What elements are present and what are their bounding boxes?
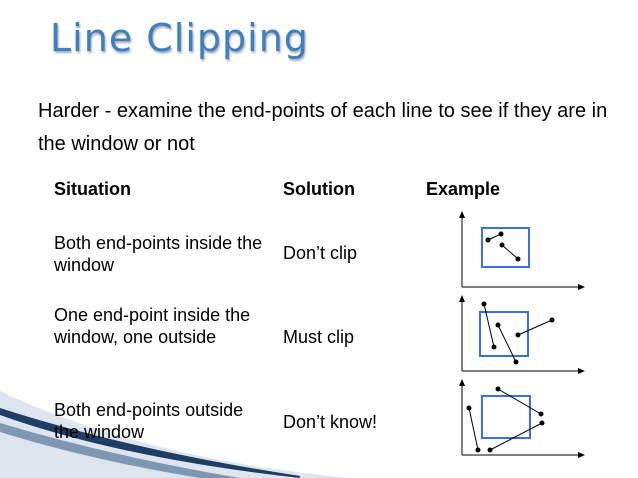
row-3-situation: Both end-points outside the window <box>54 400 244 442</box>
example-diagram-both-outside <box>452 378 587 458</box>
row-2-situation: One end-point inside the window, one outside <box>54 305 251 347</box>
row-1-solution: Don’t clip <box>283 243 358 263</box>
header-situation: Situation <box>54 179 131 199</box>
intro-text: Harder - examine the end-points of each line to see if they are in the window or not <box>38 100 608 155</box>
slide-title: Line Clipping <box>50 16 309 60</box>
header-example: Example <box>426 179 501 199</box>
example-diagram-both-inside <box>452 210 587 290</box>
header-solution: Solution <box>283 179 355 199</box>
row-3-solution: Don’t know! <box>283 412 378 432</box>
row-2-solution: Must clip <box>283 327 355 347</box>
example-diagram-one-inside <box>452 294 587 374</box>
row-1-situation: Both end-points inside the window <box>54 233 263 275</box>
clip-window <box>482 396 530 438</box>
